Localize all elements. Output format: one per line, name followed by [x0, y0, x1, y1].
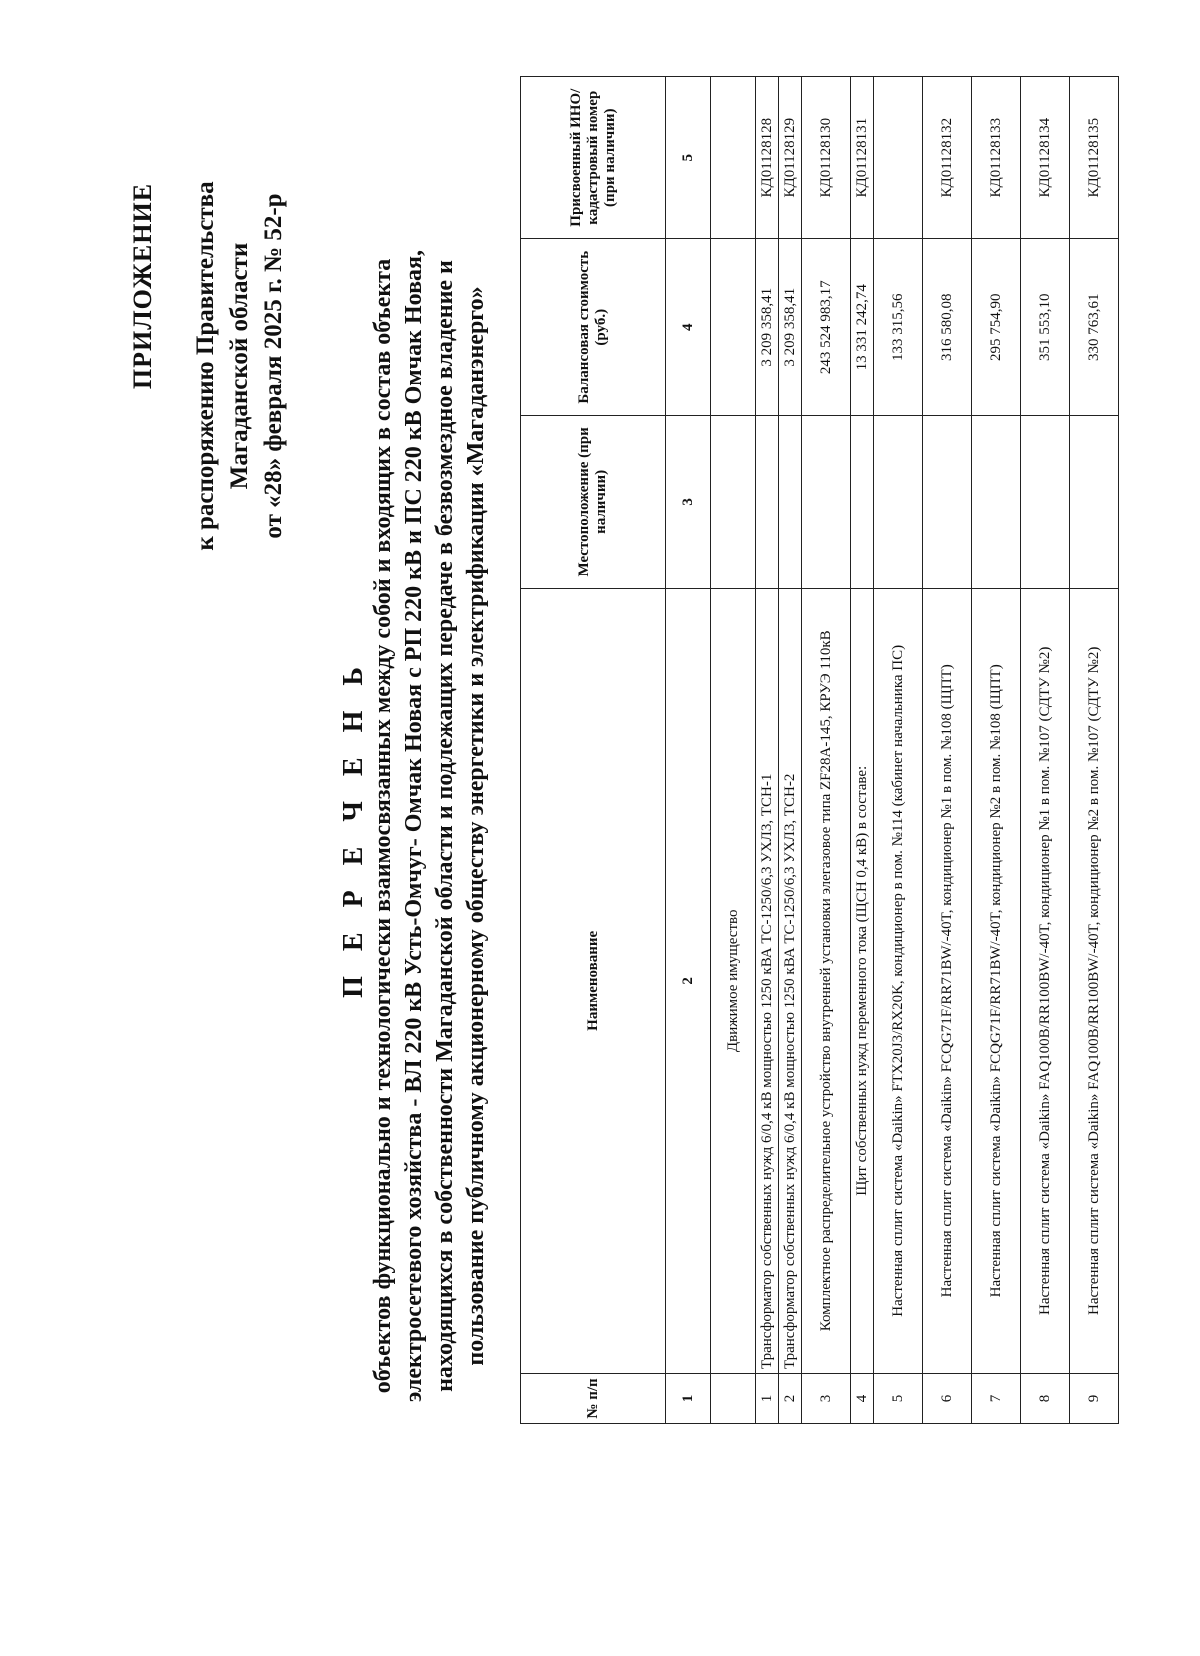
row-ino: КД01128133 — [972, 77, 1021, 239]
table-row — [923, 77, 972, 1424]
document-title: П Е Р Е Ч Е Н Ь — [338, 658, 369, 998]
row-num: 6 — [923, 1373, 972, 1423]
row-name: Настенная сплит система «Daikin» FAQ100B/RR100BW/-40T, кондиционер №1 в пом. №107 (СДТУ №2) — [1021, 588, 1070, 1373]
subtitle-line-2: электросетевого хозяйства - ВЛ 220 кВ Усть-Омчуг- Омчак Новая с РП 220 кВ и ПС 220 кВ Омчак Новая, — [401, 249, 427, 1403]
row-name: Настенная сплит система «Daikin» FCQG71F/RR71BW/-40T, кондиционер №1 в пом. №108 (ЩПТ) — [923, 588, 972, 1373]
row-location — [1021, 416, 1070, 589]
order-reference-line-2: Магаданской области — [226, 242, 253, 490]
index-cell: 4 — [666, 239, 711, 416]
header-ino: Присвоенный ИНО/ кадастровый номер (при наличии) — [521, 77, 666, 239]
row-ino — [874, 77, 923, 239]
row-location — [972, 416, 1021, 589]
table-row — [1070, 77, 1119, 1424]
row-num: 4 — [851, 1373, 874, 1423]
row-cost: 351 553,10 — [1021, 239, 1070, 416]
row-location — [802, 416, 851, 589]
table-row — [874, 77, 923, 1424]
section-spacer — [711, 416, 756, 589]
table-header-row — [521, 77, 666, 1424]
row-num: 7 — [972, 1373, 1021, 1423]
table-row — [1021, 77, 1070, 1424]
index-cell: 3 — [666, 416, 711, 589]
row-cost: 330 763,61 — [1070, 239, 1119, 416]
appendix-title: ПРИЛОЖЕНИЕ — [128, 182, 157, 390]
section-row — [711, 77, 756, 1424]
row-cost: 316 580,08 — [923, 239, 972, 416]
section-spacer — [711, 1373, 756, 1423]
row-ino: КД01128135 — [1070, 77, 1119, 239]
table-row — [779, 77, 802, 1424]
row-location — [1070, 416, 1119, 589]
document-subtitle — [368, 136, 492, 1516]
row-location — [851, 416, 874, 589]
header-cost: Балансовая стоимость (руб.) — [521, 239, 666, 416]
row-name: Настенная сплит система «Daikin» FAQ100B/RR100BW/-40T, кондиционер №2 в пом. №107 (СДТУ №2) — [1070, 588, 1119, 1373]
index-cell: 2 — [666, 588, 711, 1373]
row-location — [756, 416, 779, 589]
section-label: Движимое имущество — [711, 588, 756, 1373]
row-location — [779, 416, 802, 589]
table-row — [756, 77, 779, 1424]
section-spacer — [711, 77, 756, 239]
row-num: 3 — [802, 1373, 851, 1423]
row-cost: 243 524 983,17 — [802, 239, 851, 416]
row-name: Настенная сплит система «Daikin» FCQG71F/RR71BW/-40T, кондиционер №2 в пом. №108 (ЩПТ) — [972, 588, 1021, 1373]
row-ino: КД01128130 — [802, 77, 851, 239]
index-cell: 5 — [666, 77, 711, 239]
row-ino: КД01128134 — [1021, 77, 1070, 239]
section-spacer — [711, 239, 756, 416]
row-name: Настенная сплит система «Daikin» FTX20J3/RX20K, кондиционер в пом. №114 (кабинет начальника ПС) — [874, 588, 923, 1373]
table-index-row — [666, 77, 711, 1424]
row-location — [923, 416, 972, 589]
row-name: Трансформатор собственных нужд 6/0,4 кВ мощностью 1250 кВА ТС-1250/6,3 УХЛ3, ТСН-2 — [779, 588, 802, 1373]
row-ino: КД01128132 — [923, 77, 972, 239]
row-name: Трансформатор собственных нужд 6/0,4 кВ мощностью 1250 кВА ТС-1250/6,3 УХЛ3, ТСН-1 — [756, 588, 779, 1373]
table-row — [972, 77, 1021, 1424]
row-num: 9 — [1070, 1373, 1119, 1423]
order-reference-line-1: к распоряжению Правительства — [192, 181, 219, 551]
row-num: 8 — [1021, 1373, 1070, 1423]
order-reference-line-3: от «28» февраля 2025 г. № 52-р — [260, 193, 287, 539]
row-ino: КД01128129 — [779, 77, 802, 239]
header-num: № п/п — [521, 1373, 666, 1423]
row-cost: 3 209 358,41 — [756, 239, 779, 416]
row-cost: 133 315,56 — [874, 239, 923, 416]
property-table — [520, 76, 1119, 1424]
header-name: Наименование — [521, 588, 666, 1373]
row-cost: 13 331 242,74 — [851, 239, 874, 416]
row-cost: 3 209 358,41 — [779, 239, 802, 416]
row-location — [874, 416, 923, 589]
row-cost: 295 754,90 — [972, 239, 1021, 416]
row-name: Комплектное распределительное устройство внутренней установки элегазовое типа ZF28A-145, КРУЭ 110кВ — [802, 588, 851, 1373]
row-num: 5 — [874, 1373, 923, 1423]
subtitle-line-3: находящихся в собственности Магаданской области и подлежащих передаче в безвозмездное владение и — [432, 260, 458, 1392]
subtitle-line-1: объектов функционально и технологически взаимосвязанных между собой и входящих в состав объекта — [370, 258, 396, 1394]
header-location: Местоположение (при наличии) — [521, 416, 666, 589]
table-row — [851, 77, 874, 1424]
row-num: 2 — [779, 1373, 802, 1423]
row-ino: КД01128128 — [756, 77, 779, 239]
row-num: 1 — [756, 1373, 779, 1423]
table-row — [802, 77, 851, 1424]
index-cell: 1 — [666, 1373, 711, 1423]
subtitle-line-4: пользование публичному акционерному обществу энергетики и электрификации «Магаданэнерго» — [463, 286, 489, 1366]
row-name: Щит собственных нужд переменного тока (ЩСН 0,4 кВ) в составе: — [851, 588, 874, 1373]
row-ino: КД01128131 — [851, 77, 874, 239]
